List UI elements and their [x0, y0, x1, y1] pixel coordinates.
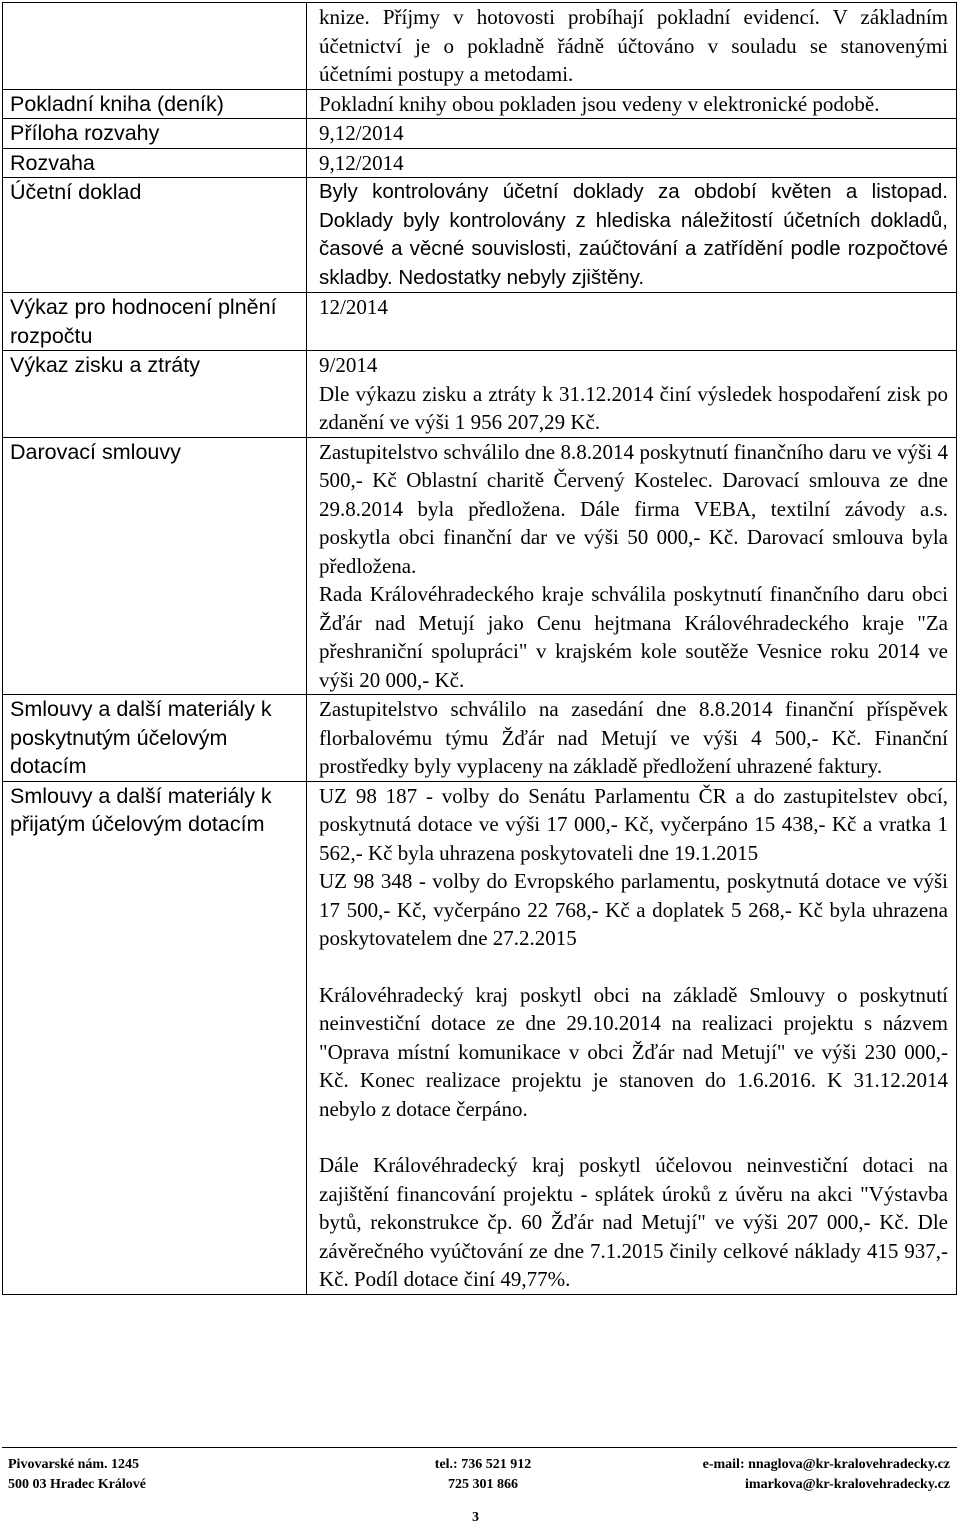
footer-email-line2: imarkova@kr-kralovehradecky.cz: [745, 1477, 950, 1492]
row-value: [307, 695, 957, 782]
table-row: [3, 437, 957, 695]
table-row: [3, 293, 957, 351]
table-row: [3, 119, 957, 149]
row-value: [307, 3, 957, 90]
paragraph-spacer: [319, 953, 948, 981]
row-paragraph: 12/2014: [319, 295, 388, 319]
row-paragraph: Královéhradecký kraj poskytl obci na základě Smlouvy o poskytnutí neinvestiční dotace ze dne 29.10.2014 na realizaci projektu s názvem "Oprava místní komunikace v obci Žďár nad Metují" ve výši 230 000,- Kč. Konec realizace projektu je stanoven do 1.6.2016. K 31.12.2014 nebylo z dotace čerpáno.: [319, 982, 948, 1121]
footer-address-line1: Pivovarské nám. 1245: [8, 1457, 140, 1472]
footer-phone-line2: 725 301 866: [448, 1477, 518, 1492]
row-value: [307, 437, 957, 695]
row-paragraph: Zastupitelstvo schválilo dne 8.8.2014 poskytnutí finančního daru ve výši 4 500,- Kč Oblastní charitě Červený Kostelec. Darovací smlouva ze dne 29.8.2014 byla předložena. Dále firma VEBA, textilní závody a.s. poskytla obci finanční dar ve výši 50 000,- Kč. Darovací smlouva byla předložena.: [319, 439, 948, 578]
paragraph-spacer: [319, 1123, 948, 1151]
row-paragraph: Dále Královéhradecký kraj poskytl účelovou neinvestiční dotaci na zajištění financování projektu - splátek úroků z úvěru na akci "Výstavba bytů, rekonstrukce čp. 60 Žďár nad Metují" ve výši 207 000,- Kč. Dle závěrečného vyúčtování ze dne 7.1.2015 činily celkové náklady 415 937,- Kč. Podíl dotace činí 49,77%.: [319, 1153, 948, 1291]
row-label: Darovací smlouvy: [3, 437, 307, 695]
row-value: [307, 781, 957, 1294]
table-row: [3, 3, 957, 90]
row-label: Výkaz zisku a ztráty: [3, 351, 307, 438]
row-label: Příloha rozvahy: [3, 119, 307, 149]
row-value: [307, 293, 957, 351]
row-label: Rozvaha: [3, 148, 307, 178]
footer-rule: [2, 1447, 957, 1448]
row-paragraph: Dle výkazu zisku a ztráty k 31.12.2014 činí výsledek hospodaření zisk po zdanění ve výši 1 956 207,29 Kč.: [319, 381, 948, 434]
footer-email: [640, 1455, 950, 1495]
row-value: [307, 351, 957, 438]
row-paragraph: knize. Příjmy v hotovosti probíhají pokladní evidencí. V základním účetnictví je o pokladně řádně účtováno v souladu se stanovenými účetními postupy a metodami.: [319, 5, 948, 86]
table-row: [3, 148, 957, 178]
row-paragraph: Rada Královéhradeckého kraje schválila poskytnutí finančního daru obci Žďár nad Metují jako Cenu hejtmana Královéhradeckého kraje "Za přeshraniční spolupráci" v krajském kole soutěže Vesnice roku 2014 ve výši 20 000,- Kč.: [319, 582, 948, 692]
row-value: [307, 178, 957, 293]
row-label: [3, 3, 307, 90]
row-paragraph: 9,12/2014: [319, 150, 404, 175]
table-row: [3, 89, 957, 119]
row-value: [307, 89, 957, 119]
footer-email-line1: e-mail: nnaglova@kr-kralovehradecky.cz: [702, 1457, 950, 1472]
table-row: [3, 781, 957, 1294]
row-label: Pokladní kniha (deník): [3, 89, 307, 119]
footer-phone: [423, 1455, 543, 1495]
row-paragraph: 9/2014: [319, 353, 378, 377]
table-row: [3, 178, 957, 293]
row-label: Smlouvy a další materiály k přijatým účelovým dotacím: [3, 781, 307, 1294]
table-row: [3, 351, 957, 438]
footer-address: [8, 1455, 146, 1495]
row-paragraph: Byly kontrolovány účetní doklady za období květen a listopad. Doklady byly kontrolovány z hlediska náležitostí účetních dokladů, časové a věcné souvislosti, zaúčtování a zatřídění podle rozpočtové skladby. Nedostatky nebyly zjištěny.: [319, 180, 948, 289]
row-label: Výkaz pro hodnocení plnění rozpočtu: [3, 293, 307, 351]
row-paragraph: UZ 98 348 - volby do Evropského parlamentu, poskytnutá dotace ve výši 17 500,- Kč, vyčerpáno 22 768,- Kč a doplatek 5 268,- Kč byla uhrazena poskytovatelem dne 27.2.2015: [319, 869, 948, 950]
row-paragraph: UZ 98 187 - volby do Senátu Parlamentu ČR a do zastupitelstev obcí, poskytnutá dotace ve výši 17 000,- Kč, vyčerpáno 15 438,- Kč a vratka 1 562,- Kč byla uhrazena poskytovateli dne 19.1.2015: [319, 783, 948, 865]
footer-phone-line1: tel.: 736 521 912: [434, 1457, 532, 1472]
row-paragraph: Pokladní knihy obou pokladen jsou vedeny v elektronické podobě.: [319, 91, 880, 116]
page-number: 3: [472, 1510, 479, 1525]
footer-address-line2: 500 03 Hradec Králové: [8, 1477, 147, 1492]
row-label: Smlouvy a další materiály k poskytnutým účelovým dotacím: [3, 695, 307, 782]
review-table: [2, 2, 957, 1295]
row-value: [307, 119, 957, 149]
row-label: Účetní doklad: [3, 178, 307, 293]
review-table-body: [3, 3, 957, 1295]
table-row: [3, 695, 957, 782]
row-value: [307, 148, 957, 178]
row-paragraph: 9,12/2014: [319, 121, 404, 145]
row-paragraph: Zastupitelstvo schválilo na zasedání dne 8.8.2014 finanční příspěvek florbalovému týmu Žďár nad Metují ve výši 4 500,- Kč. Finanční prostředky byly vyplaceny na základě předložení uhrazené faktury.: [319, 697, 948, 778]
